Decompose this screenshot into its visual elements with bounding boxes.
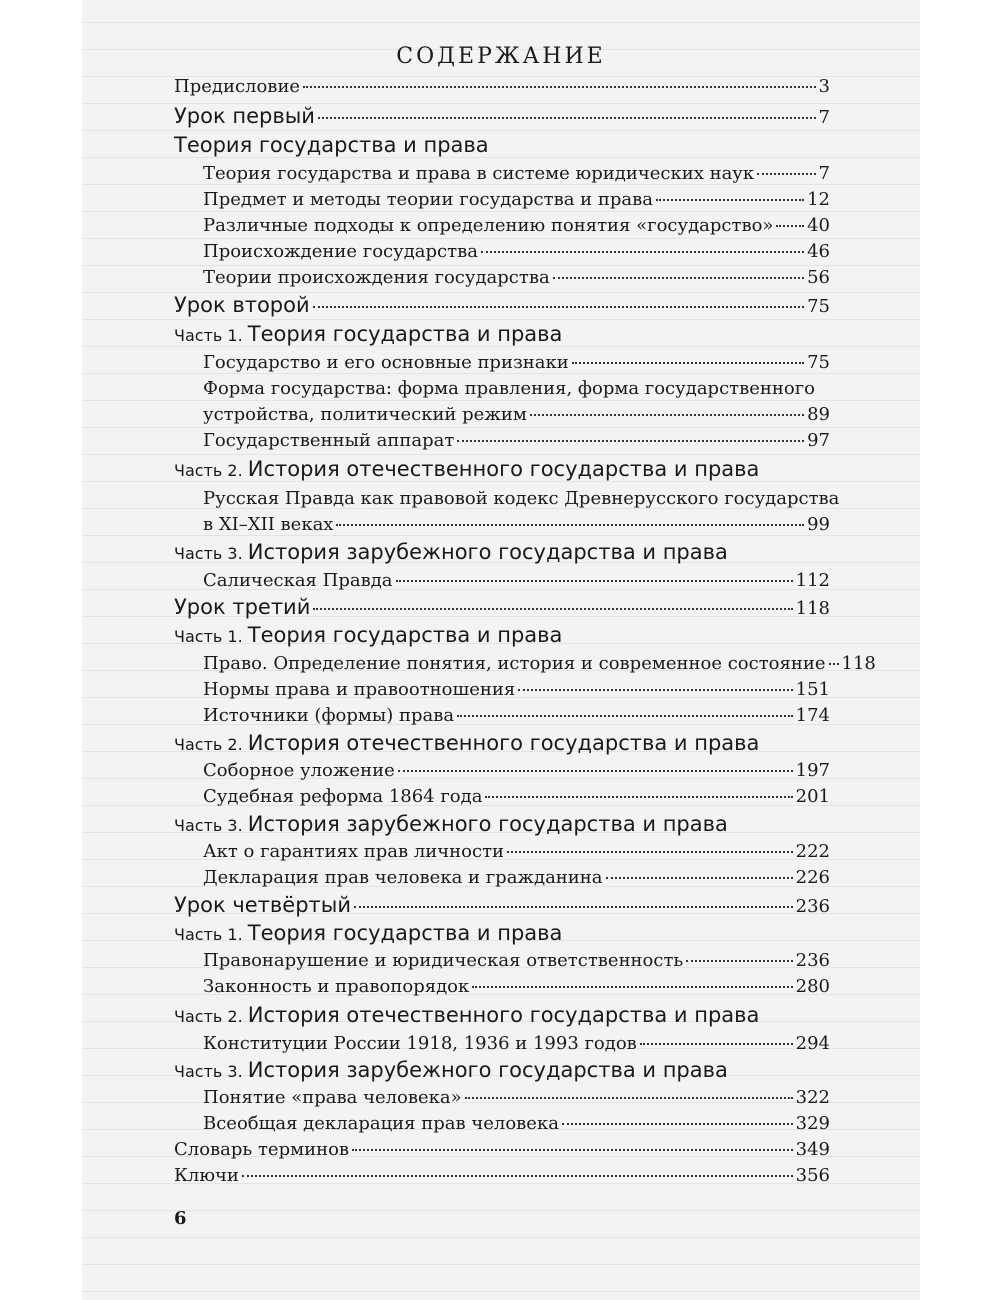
toc-entry-title: Акт о гарантиях прав личности [203, 841, 505, 862]
toc-entry-title: в XI–XII веках [203, 514, 334, 535]
toc-entry-title: Правонарушение и юридическая ответственность [203, 950, 684, 971]
leader-dots [336, 524, 804, 526]
toc-entry [203, 653, 876, 674]
toc-entry-page: 222 [795, 841, 830, 862]
toc-entry-title: Судебная реформа 1864 года [203, 786, 483, 807]
part-label: Часть 3. [174, 816, 243, 835]
toc-entry [203, 215, 830, 236]
toc-entry-title: Предмет и методы теории государства и права [203, 189, 654, 210]
toc-entry-title: Соборное уложение [203, 760, 395, 781]
leader-dots [318, 117, 816, 119]
toc-entry-title: Источники (формы) права [203, 705, 455, 726]
part-label: Часть 1. [174, 326, 243, 345]
toc-entry [203, 430, 830, 451]
toc-entry-title: Салическая Правда [203, 570, 393, 591]
toc-entry [203, 1113, 830, 1134]
leader-dots [354, 906, 793, 908]
toc-entry [174, 1139, 830, 1160]
part-label: Часть 1. [174, 925, 243, 944]
toc-lesson-title: Урок четвёртый [174, 893, 351, 917]
toc-entry [203, 705, 830, 726]
toc-entry-title: Предисловие [174, 76, 301, 97]
leader-dots [472, 986, 792, 988]
toc-entry-title: Понятие «права человека» [203, 1087, 462, 1108]
toc-entry-page: 151 [795, 679, 830, 700]
part-label: Часть 2. [174, 461, 243, 480]
toc-part-heading [174, 623, 562, 647]
leader-dots [485, 796, 792, 798]
toc-entry-page: 201 [795, 786, 830, 807]
part-label: Часть 2. [174, 1007, 243, 1026]
toc-part-heading [174, 921, 562, 945]
part-label: Часть 3. [174, 544, 243, 563]
toc-entry-page: 226 [795, 867, 830, 888]
part-title: История зарубежного государства и права [247, 812, 728, 836]
toc-entry-page: 118 [795, 598, 830, 619]
toc-entry-page: 56 [807, 267, 830, 288]
toc-entry-page: 349 [795, 1139, 830, 1160]
toc-entry [203, 867, 830, 888]
toc-entry-title: Государственный аппарат [203, 430, 455, 451]
toc-entry-line: Русская Правда как правовой кодекс Древнерусского государства [203, 488, 840, 509]
part-title: История отечественного государства и права [247, 457, 760, 481]
toc-entry-line: Форма государства: форма правления, форма государственного [203, 378, 815, 399]
leader-dots [757, 173, 815, 175]
leader-dots [640, 1043, 793, 1045]
toc-entry [203, 404, 830, 425]
toc-part-heading [174, 540, 728, 564]
part-label: Часть 2. [174, 735, 243, 754]
toc-entry-title: Ключи [174, 1165, 239, 1186]
toc-entry-title: Государство и его основные признаки [203, 352, 569, 373]
toc-entry-page: 40 [807, 215, 830, 236]
toc-entry-title: Декларация прав человека и гражданина [203, 867, 603, 888]
leader-dots [242, 1175, 793, 1177]
page-number: 6 [174, 1208, 187, 1229]
toc-entry-page: 118 [841, 653, 876, 674]
toc-lesson-title: Урок второй [174, 293, 310, 317]
part-title: Теория государства и права [247, 921, 563, 945]
toc-entry [203, 760, 830, 781]
part-label: Часть 3. [174, 1062, 243, 1081]
leader-dots [481, 251, 804, 253]
toc-entry [174, 76, 830, 97]
toc-entry-title: Теория государства и права в системе юридических наук [203, 163, 755, 184]
leader-dots [313, 306, 804, 308]
toc-part-heading [174, 457, 759, 481]
toc-entry [174, 1165, 830, 1186]
toc-entry [203, 841, 830, 862]
toc-entry-title: Право. Определение понятия, история и современное состояние [203, 653, 826, 674]
leader-dots [572, 362, 804, 364]
toc-part-heading [174, 1058, 728, 1082]
toc-lesson [174, 293, 830, 317]
toc-lesson [174, 893, 830, 917]
toc-lesson [174, 595, 830, 619]
toc-entry-page: 75 [807, 296, 830, 317]
toc-entry-title: Теории происхождения государства [203, 267, 550, 288]
leader-dots [457, 440, 804, 442]
toc-entry-title: устройства, политический режим [203, 404, 527, 425]
leader-dots [656, 199, 804, 201]
toc-entry-title: Законность и правопорядок [203, 976, 470, 997]
toc-entry-page: 46 [807, 241, 830, 262]
leader-dots [465, 1097, 793, 1099]
toc-entry [203, 352, 830, 373]
toc-entry-page: 280 [795, 976, 830, 997]
toc-entry [203, 189, 830, 210]
toc-entry-page: 89 [807, 404, 830, 425]
leader-dots [829, 663, 839, 665]
toc-entry [203, 976, 830, 997]
part-title: Теория государства и права [247, 322, 563, 346]
toc-entry [203, 679, 830, 700]
page-title: СОДЕРЖАНИЕ [396, 44, 606, 69]
toc-entry [203, 570, 830, 591]
toc-entry-page: 197 [795, 760, 830, 781]
toc-entry [203, 786, 830, 807]
leader-dots [776, 225, 804, 227]
part-title: История отечественного государства и права [247, 1003, 760, 1027]
toc-entry-page: 75 [807, 352, 830, 373]
toc-entry-page: 329 [795, 1113, 830, 1134]
toc-entry [203, 514, 830, 535]
part-title: История зарубежного государства и права [247, 1058, 728, 1082]
toc-entry-page: 12 [807, 189, 830, 210]
toc-entry-title: Всеобщая декларация прав человека [203, 1113, 559, 1134]
toc-lesson-title: Урок первый [174, 104, 315, 128]
part-label: Часть 1. [174, 627, 243, 646]
leader-dots [396, 580, 793, 582]
leader-dots [457, 715, 793, 717]
leader-dots [313, 608, 792, 610]
toc-entry-page: 7 [818, 107, 830, 128]
toc-entry-title: Происхождение государства [203, 241, 478, 262]
book-page [82, 0, 920, 1300]
toc-entry [203, 950, 830, 971]
toc-entry-page: 112 [795, 570, 830, 591]
toc-entry-page: 7 [818, 163, 830, 184]
toc-entry-page: 97 [807, 430, 830, 451]
toc-entry-page: 236 [795, 950, 830, 971]
toc-part-heading [174, 812, 728, 836]
toc-entry [203, 267, 830, 288]
toc-entry-page: 3 [818, 76, 830, 97]
toc-part-heading [174, 731, 759, 755]
toc-entry-title: Различные подходы к определению понятия «государство» [203, 215, 774, 236]
part-title: История зарубежного государства и права [247, 540, 728, 564]
leader-dots [303, 86, 815, 88]
leader-dots [398, 770, 793, 772]
toc-entry-page: 236 [795, 896, 830, 917]
leader-dots [530, 414, 804, 416]
toc-part-heading [174, 1003, 759, 1027]
part-title: Теория государства и права [247, 623, 563, 647]
toc-entry-page: 294 [795, 1033, 830, 1054]
leader-dots [518, 689, 792, 691]
toc-entry-title: Словарь терминов [174, 1139, 350, 1160]
toc-entry-page: 174 [795, 705, 830, 726]
toc-entry [203, 241, 830, 262]
toc-part-heading [174, 322, 562, 346]
toc-entry [203, 1033, 830, 1054]
leader-dots [606, 877, 793, 879]
toc-lesson [174, 104, 830, 128]
leader-dots [562, 1123, 793, 1125]
part-title: История отечественного государства и права [247, 731, 760, 755]
toc-entry-title: Конституции России 1918, 1936 и 1993 годов [203, 1033, 637, 1054]
toc-section-heading: Теория государства и права [174, 133, 489, 157]
toc-entry [203, 163, 830, 184]
toc-entry [203, 1087, 830, 1108]
leader-dots [553, 277, 804, 279]
toc-entry-page: 322 [795, 1087, 830, 1108]
toc-lesson-title: Урок третий [174, 595, 311, 619]
toc-entry-title: Нормы права и правоотношения [203, 679, 516, 700]
toc-entry-page: 356 [795, 1165, 830, 1186]
toc-entry-page: 99 [807, 514, 830, 535]
leader-dots [507, 851, 793, 853]
leader-dots [352, 1149, 793, 1151]
leader-dots [686, 960, 792, 962]
